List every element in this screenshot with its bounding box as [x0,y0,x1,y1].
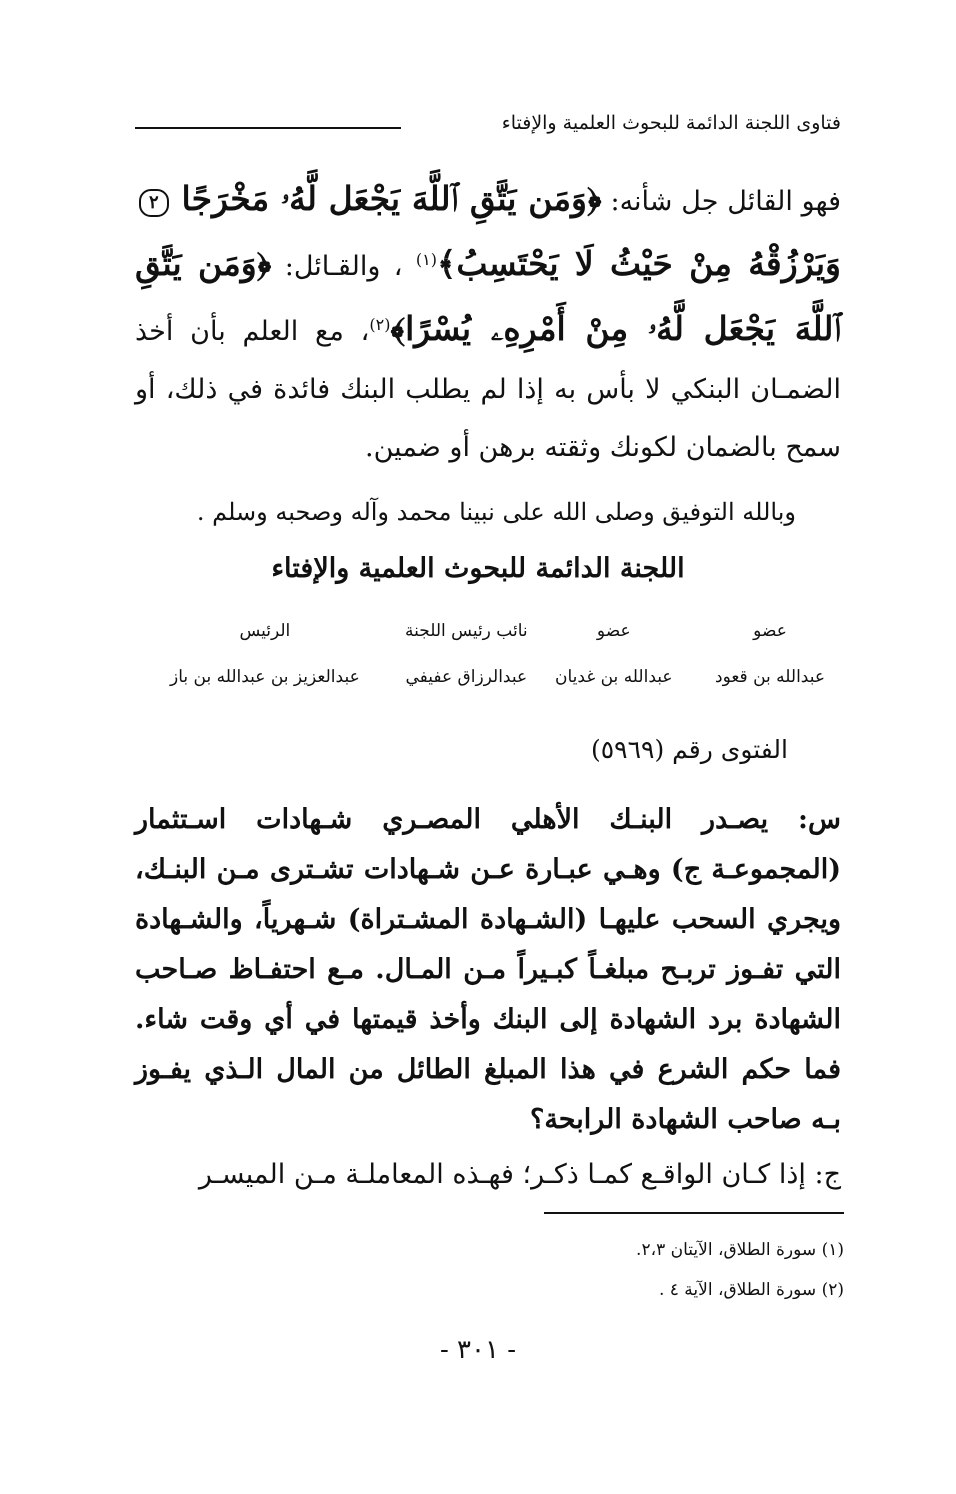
signatory-name: عبدالعزيز بن عبدالله بن باز [170,667,360,687]
signatory-name: عبدالله بن غديان [555,667,673,687]
fatwa-number: الفتوى رقم (٥٩٦٩) [590,735,788,764]
question-paragraph: س: يصـدر البنـك الأهلي المصـري شـهادات اسـتثمار (المجموعـة ج) وهـي عبـارة عـن شـهادات تشـترى مـن البنـك، ويجري السحب عليهـا (الشـهادة المشـتراة) شـهرياً، والشـهادة التي تفـوز تربـح مبلغـاً كبـيراً مـن المـال. مـع احتفـاظ صـاحب الشهادة برد الشهادة إلى البنك وأخذ قيمتها في أي وقت شاء. فما حكم الشرع في هذا المبلغ الطائل من المال الـذي يفـوز بـه صاحب الشهادة الرابحة؟ [135,804,841,1135]
header-rule [135,127,401,129]
signatory-member-2 [715,620,825,688]
committee-title: اللجنة الدائمة للبحوث العلمية والإفتاء [271,553,685,584]
footnote-1: (١) سورة الطلاق، الآيتان ٢،٣. [636,1240,844,1260]
paragraph-rest: ، مع العلم بأن أخذ الضمـان البنكي لا بأس به إذا لم يطلب البنك فائدة في ذلك، أو سمح بالضمان لكونك وثقته برهن أو ضمين. [135,316,841,463]
intro-text: فهو القائل جل شأنه: [610,186,841,217]
mid-text: ، والقـائل: [284,251,403,282]
quran-verse-1: ﴿وَمَن يَتَّقِ ٱللَّهَ يَجْعَل لَّهُۥ مَخْرَجًا [181,179,602,218]
signatories [160,620,831,690]
signatory-chairman [170,620,360,688]
opening-paragraph [135,170,841,477]
quran-verse-2: ﴿وَمَن يَتَّقِ ٱللَّهَ يَجْعَل لَّهُۥ مِنْ أَمْرِهِۦ يُسْرًا﴾ [135,244,841,348]
verse-number-badge: ٢ [139,189,169,217]
signatory-vice-chairman [405,620,528,688]
signatory-role: نائب رئيس اللجنة [405,621,528,641]
signatory-name: عبدالله بن قعود [715,667,826,687]
quran-verse-1-continued: وَيَرْزُقْهُ مِنْ حَيْثُ لَا يَحْتَسِبُ﴾ [436,244,841,283]
closing-prayer: وبالله التوفيق وصلى الله على نبينا محمد وآله وصحبه وسلم . [196,498,796,526]
footnote-ref-1: (١) [415,250,437,269]
signatory-role: الرئيس [239,621,291,641]
signatory-role: عضو [753,621,787,641]
signatory-role: عضو [596,621,631,641]
signatory-name: عبدالرزاق عفيفي [405,667,528,687]
answer-paragraph: ج: إذا كـان الواقـع كمـا ذكـر؛ فهـذه المعاملـة مـن الميسـر [198,1159,841,1190]
header-title: فتاوى اللجنة الدائمة للبحوث العلمية والإفتاء [501,112,841,134]
footnote-separator [544,1212,844,1214]
footnote-ref-2: (٢) [369,315,391,334]
footnote-2: (٢) سورة الطلاق، الآية ٤ . [658,1280,844,1300]
page-number: - ٣٠١ - [439,1335,517,1365]
signatory-member-1 [555,620,673,688]
running-header [135,112,841,142]
